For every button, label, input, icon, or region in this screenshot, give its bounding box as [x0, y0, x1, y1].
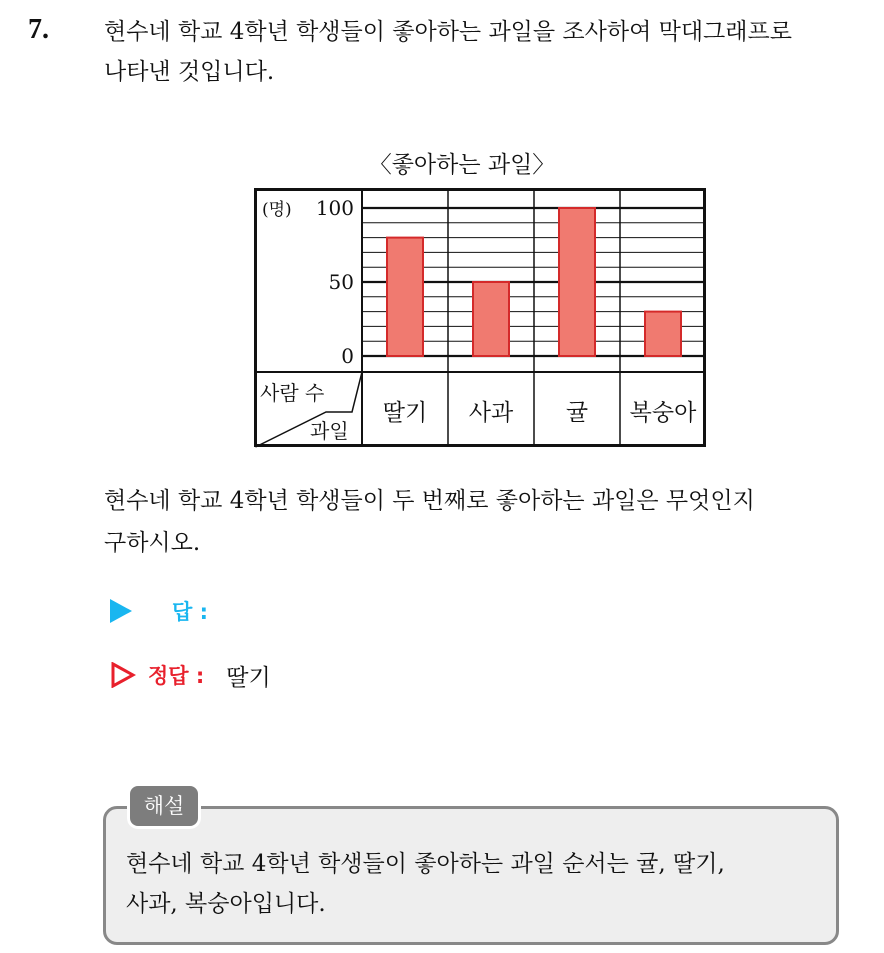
explanation-line: 현수네 학교 4학년 학생들이 좋아하는 과일 순서는 귤, 딸기, — [126, 851, 725, 877]
y-tick-label: 0 — [341, 344, 354, 368]
question-text-line: 현수네 학교 4학년 학생들이 좋아하는 과일을 조사하여 막대그래프로 — [104, 19, 792, 45]
correct-answer-value: 딸기 — [226, 664, 271, 691]
bar-귤 — [559, 208, 595, 356]
y-unit-label: (명) — [262, 200, 292, 220]
bar-복숭아 — [645, 312, 681, 356]
sub-question-line: 구하시오. — [104, 530, 201, 556]
outline-play-icon — [110, 662, 136, 688]
answer-label: 답 : — [172, 600, 208, 624]
correct-answer-label: 정답 : — [148, 664, 205, 688]
chart-title — [0, 146, 884, 179]
category-label: 사과 — [468, 400, 514, 426]
corner-top-label: 사람 수 — [260, 381, 325, 405]
y-tick-label: 50 — [328, 270, 354, 294]
bar-딸기 — [387, 238, 423, 356]
question-text — [104, 12, 874, 92]
explanation-tab: 해설 — [130, 786, 198, 826]
bar-chart — [254, 188, 709, 450]
y-tick-label: 100 — [315, 196, 354, 220]
corner-bottom-label: 과일 — [310, 419, 349, 443]
bar-사과 — [473, 282, 509, 356]
question-text-line: 나타낸 것입니다. — [104, 59, 275, 85]
sub-question — [104, 480, 874, 564]
explanation-line: 사과, 복숭아입니다. — [126, 891, 326, 917]
play-icon — [110, 599, 132, 623]
explanation-text — [126, 844, 826, 924]
answer-row — [110, 596, 208, 626]
correct-answer-row — [110, 660, 271, 690]
category-label: 딸기 — [382, 400, 428, 426]
question-number: 7. — [28, 14, 49, 45]
chart-title-text: 〈좋아하는 과일〉 — [368, 152, 556, 178]
category-label: 귤 — [565, 400, 589, 426]
sub-question-line: 현수네 학교 4학년 학생들이 두 번째로 좋아하는 과일은 무엇인지 — [104, 488, 755, 514]
category-label: 복숭아 — [629, 400, 697, 426]
